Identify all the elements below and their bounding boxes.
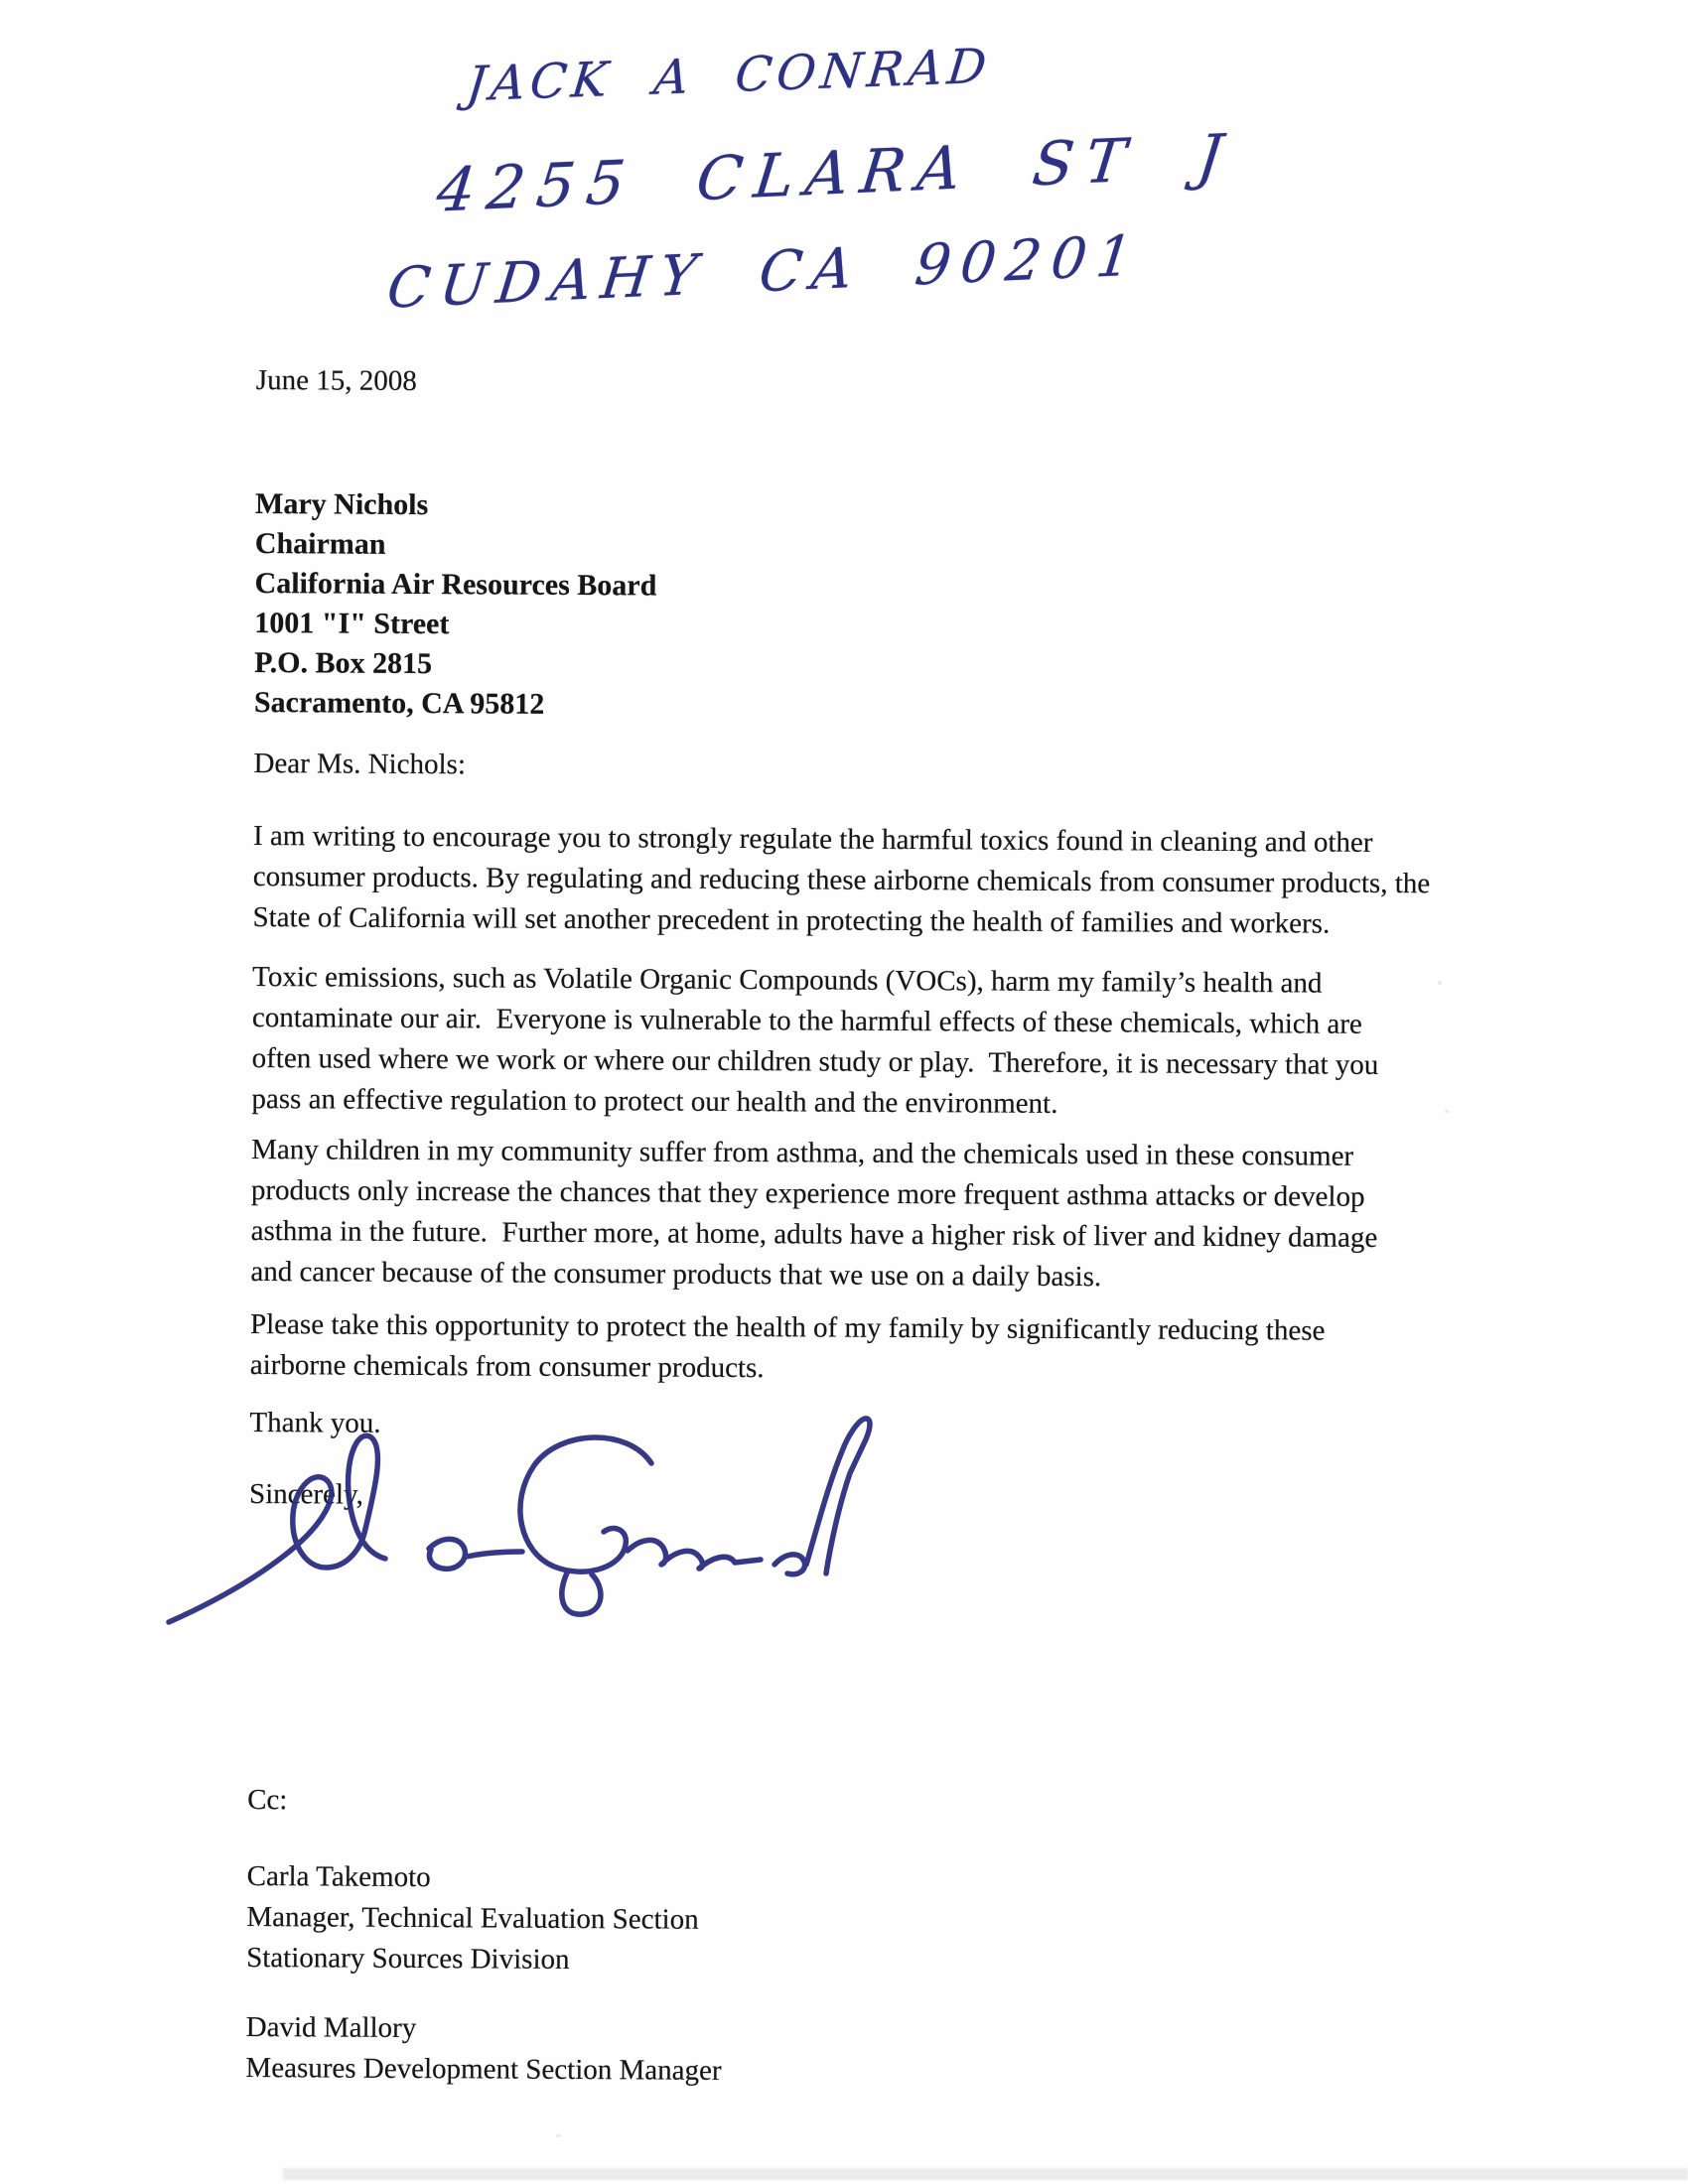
handwritten-sender-city: CUDAHY CA 90201 (383, 223, 1146, 322)
cc-division: Stationary Sources Division (246, 1941, 570, 1976)
handwritten-sender-name: JACK A CONRAD (464, 38, 994, 113)
recipient-pobox: P.O. Box 2815 (254, 645, 433, 681)
cc-entry-1 (246, 1856, 699, 1981)
paragraph-line: State of California will set another precedent in protecting the health of families and workers. (252, 900, 1331, 940)
recipient-name: Mary Nichols (254, 486, 429, 522)
cc-label: Cc: (247, 1783, 288, 1817)
paragraph-2 (251, 957, 1379, 1127)
handwritten-sender-street: 4255 CLARA ST J (433, 121, 1238, 226)
paragraph-line: I am writing to encourage you to strongly regulate the harmful toxics found in cleaning and other (252, 819, 1373, 859)
signature-scribble (139, 1412, 894, 1630)
cc-name: Carla Takemoto (246, 1859, 431, 1894)
paragraph-line: consumer products. By regulating and reducing these airborne chemicals from consumer products, the (252, 860, 1431, 900)
cc-title: Measures Development Section Manager (245, 2051, 722, 2087)
cc-title: Manager, Technical Evaluation Section (246, 1900, 699, 1936)
scan-speck (1445, 1110, 1449, 1113)
recipient-title: Chairman (254, 526, 386, 561)
paragraph-line: and cancer because of the consumer products that we use on a daily basis. (250, 1255, 1102, 1294)
closing-line: Sincerely, (248, 1477, 363, 1511)
recipient-address-block (254, 484, 657, 725)
paragraph-line: Please take this opportunity to protect the health of my family by significantly reducing these (249, 1307, 1326, 1347)
paragraph-line: products only increase the chances that they experience more frequent asthma attacks or develop (250, 1173, 1365, 1213)
salutation: Dear Ms. Nichols: (253, 747, 467, 781)
paragraph-3 (250, 1130, 1378, 1299)
scan-speck (556, 2134, 561, 2137)
paragraph-line: Many children in my community suffer from asthma, and the chemicals used in these consumer (251, 1133, 1354, 1172)
recipient-org: California Air Resources Board (254, 566, 657, 603)
paragraph-line: Toxic emissions, such as Volatile Organic Compounds (VOCs), harm my family’s health and (252, 960, 1323, 1000)
letter-date: June 15, 2008 (255, 363, 417, 397)
scan-speck (1438, 981, 1442, 985)
thank-you-line: Thank you. (249, 1406, 381, 1439)
cc-entry-2 (245, 2007, 722, 2092)
paragraph-4 (250, 1304, 1326, 1393)
paragraph-line: pass an effective regulation to protect our health and the environment. (251, 1082, 1058, 1120)
paragraph-line: asthma in the future. Further more, at home, adults have a higher risk of liver and kidney damage (250, 1214, 1378, 1254)
paragraph-1 (252, 816, 1430, 945)
paragraph-line: often used where we work or where our children study or play. Therefore, it is necessary that you (251, 1041, 1379, 1081)
cc-name: David Mallory (245, 2010, 417, 2045)
paragraph-line: contaminate our air. Everyone is vulnerable to the harmful effects of these chemicals, which are (251, 1001, 1362, 1040)
recipient-city: Sacramento, CA 95812 (253, 685, 545, 721)
paragraph-line: airborne chemicals from consumer products. (249, 1348, 765, 1385)
recipient-street: 1001 "I" Street (254, 606, 450, 641)
